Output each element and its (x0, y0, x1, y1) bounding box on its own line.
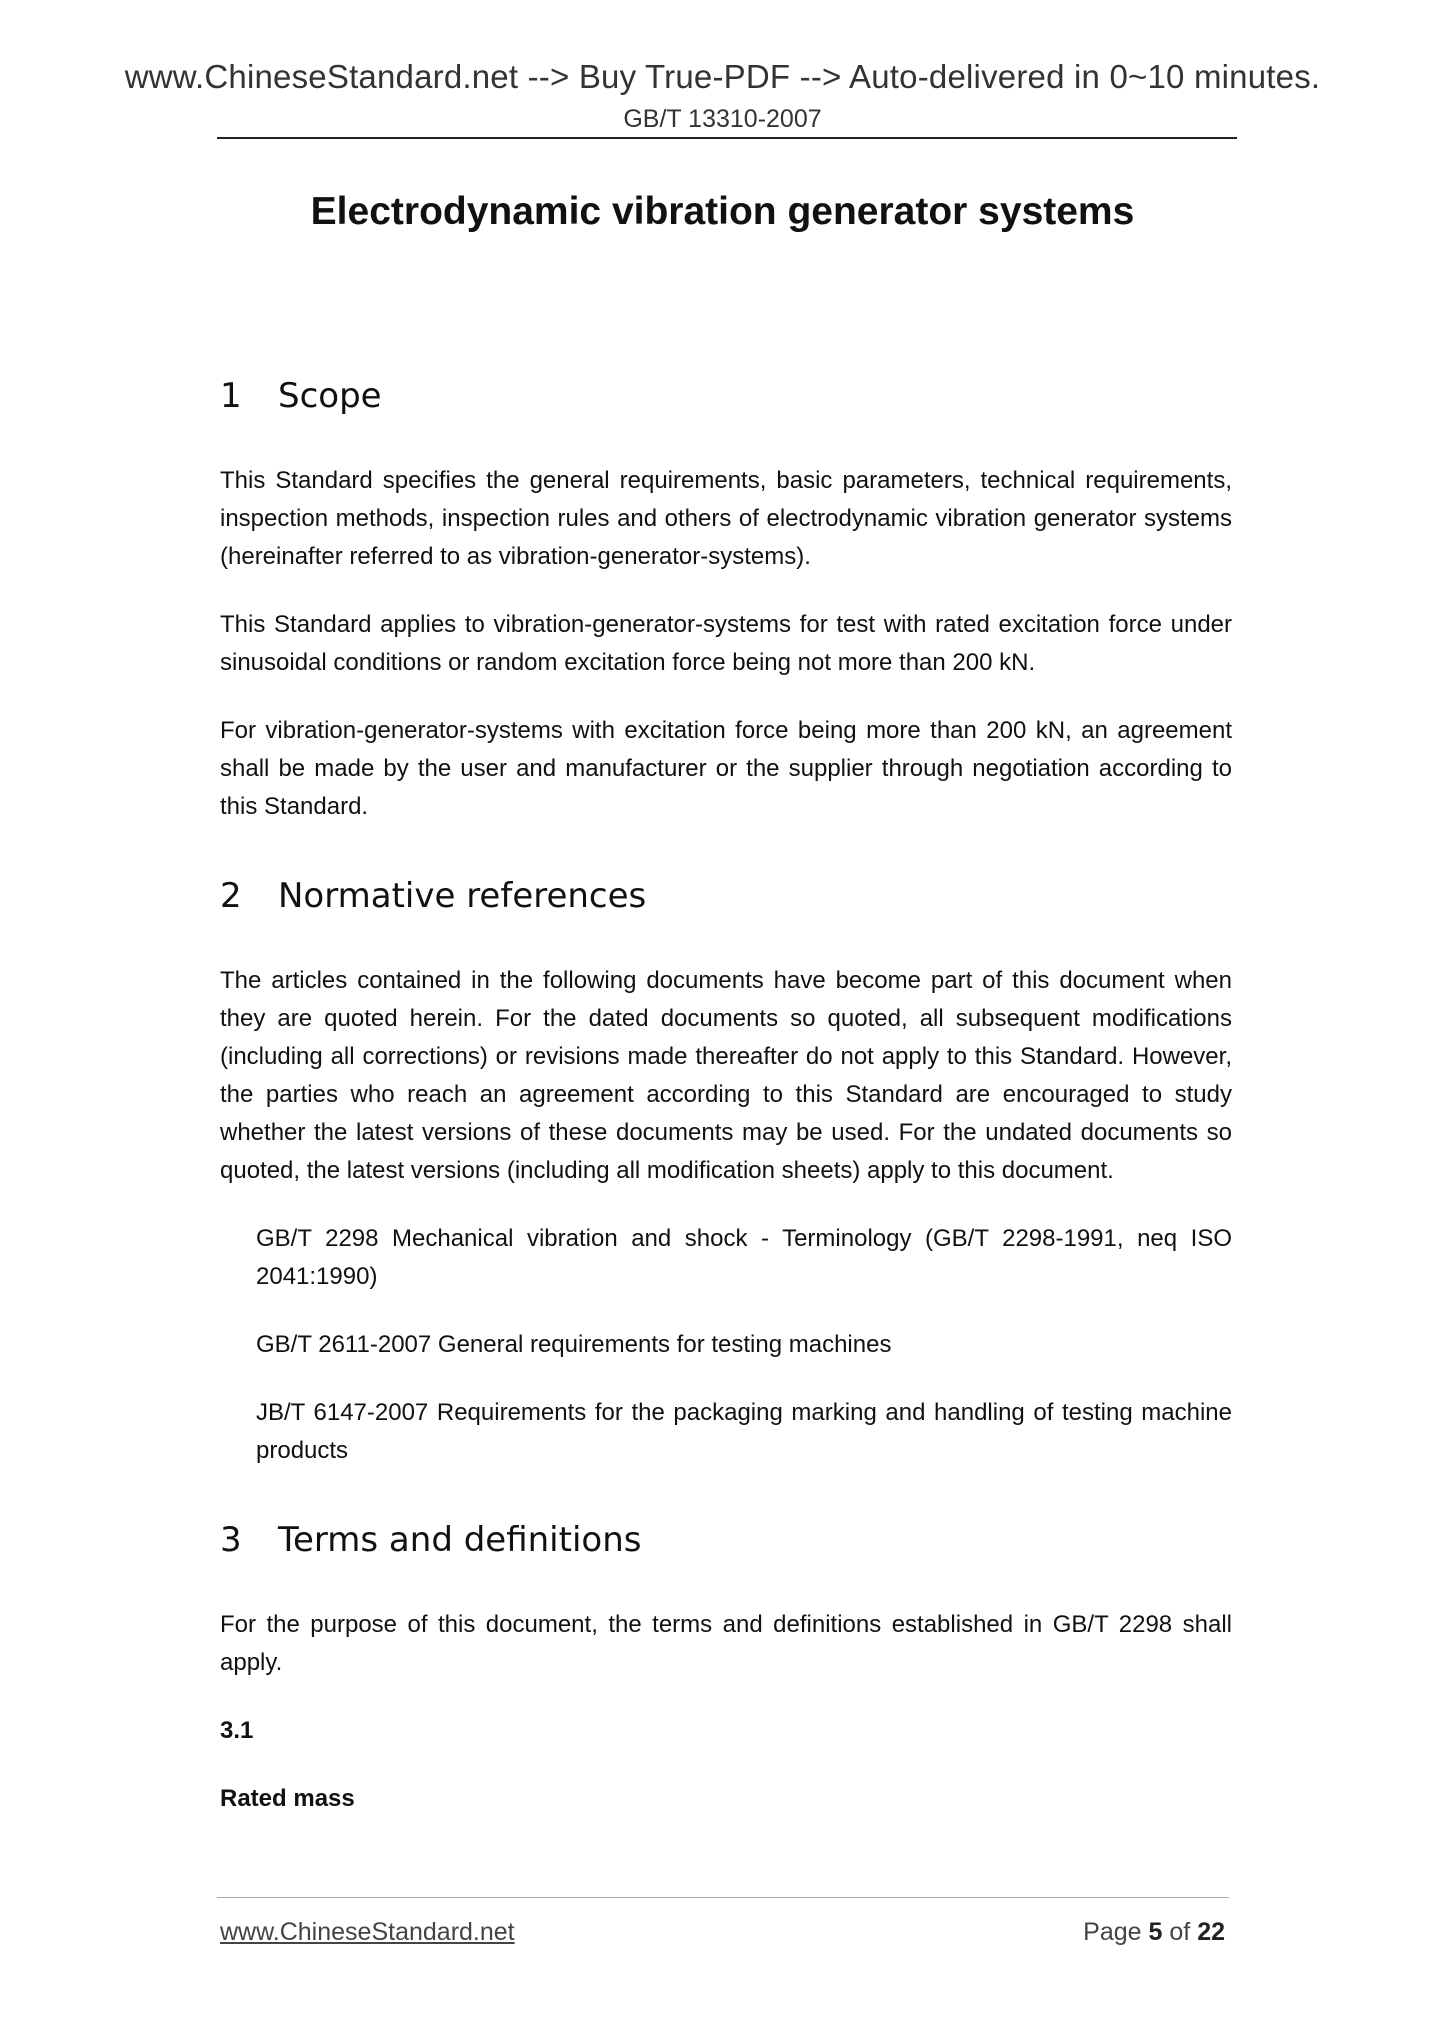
footer-divider (217, 1897, 1229, 1898)
scope-paragraph: This Standard applies to vibration-generator-systems for test with rated excitation force under sinusoidal conditions or random excitation force being not more than 200 kN. (220, 611, 1232, 676)
scope-paragraph: This Standard specifies the general requirements, basic parameters, technical requirements, inspection methods, inspection rules and others of electrodynamic vibration generator systems (hereinafter referred to as vibration-generator-systems). (220, 467, 1232, 570)
reference-item: GB/T 2298 Mechanical vibration and shock - Terminology (GB/T 2298-1991, neq ISO 2041:1990) (256, 1225, 1232, 1290)
footer-site-link[interactable]: www.ChineseStandard.net (220, 1918, 515, 1946)
section-heading-normative-references (220, 870, 1232, 922)
references-intro: The articles contained in the following documents have become part of this document when they are quoted herein. For the dated documents so quoted, all subsequent modifications (including all corrections) or revisions made thereafter do not apply to this Standard. However, the parties who reach an agreement according to this Standard are encouraged to study whether the latest versions of these documents may be used. For the undated documents so quoted, the latest versions (including all modification sheets) apply to this document. (220, 967, 1232, 1184)
page-indicator (1083, 1918, 1225, 1947)
page-total: 22 (1197, 1918, 1225, 1946)
section-number: 3 (220, 1520, 242, 1560)
reference-item: GB/T 2611-2007 General requirements for testing machines (256, 1331, 892, 1358)
section-heading-terms-definitions (220, 1514, 1232, 1566)
page-current: 5 (1148, 1918, 1163, 1946)
section-title: Terms and definitions (278, 1520, 642, 1560)
header-banner: www.ChineseStandard.net --> Buy True-PDF --> Auto-delivered in 0~10 minutes. (124, 58, 1321, 95)
section-number: 2 (220, 876, 242, 916)
section-heading-scope (220, 370, 1232, 422)
document-title: Electrodynamic vibration generator systems (310, 190, 1135, 233)
term-name: Rated mass (220, 1785, 355, 1812)
section-number: 1 (220, 376, 242, 416)
page-of: of (1169, 1918, 1191, 1946)
document-body (220, 370, 1232, 1818)
term-number: 3.1 (220, 1717, 254, 1744)
terms-intro: For the purpose of this document, the terms and definitions established in GB/T 2298 shall apply. (220, 1611, 1232, 1676)
scope-paragraph: For vibration-generator-systems with excitation force being more than 200 kN, an agreement shall be made by the user and manufacturer or the supplier through negotiation according to this Standard. (220, 717, 1232, 820)
header-divider (217, 137, 1237, 139)
header-standard-number: GB/T 13310-2007 (623, 105, 822, 133)
section-title: Scope (278, 376, 382, 416)
reference-item: JB/T 6147-2007 Requirements for the packaging marking and handling of testing machine products (256, 1399, 1232, 1464)
section-title: Normative references (278, 876, 647, 916)
page-prefix: Page (1083, 1918, 1142, 1946)
